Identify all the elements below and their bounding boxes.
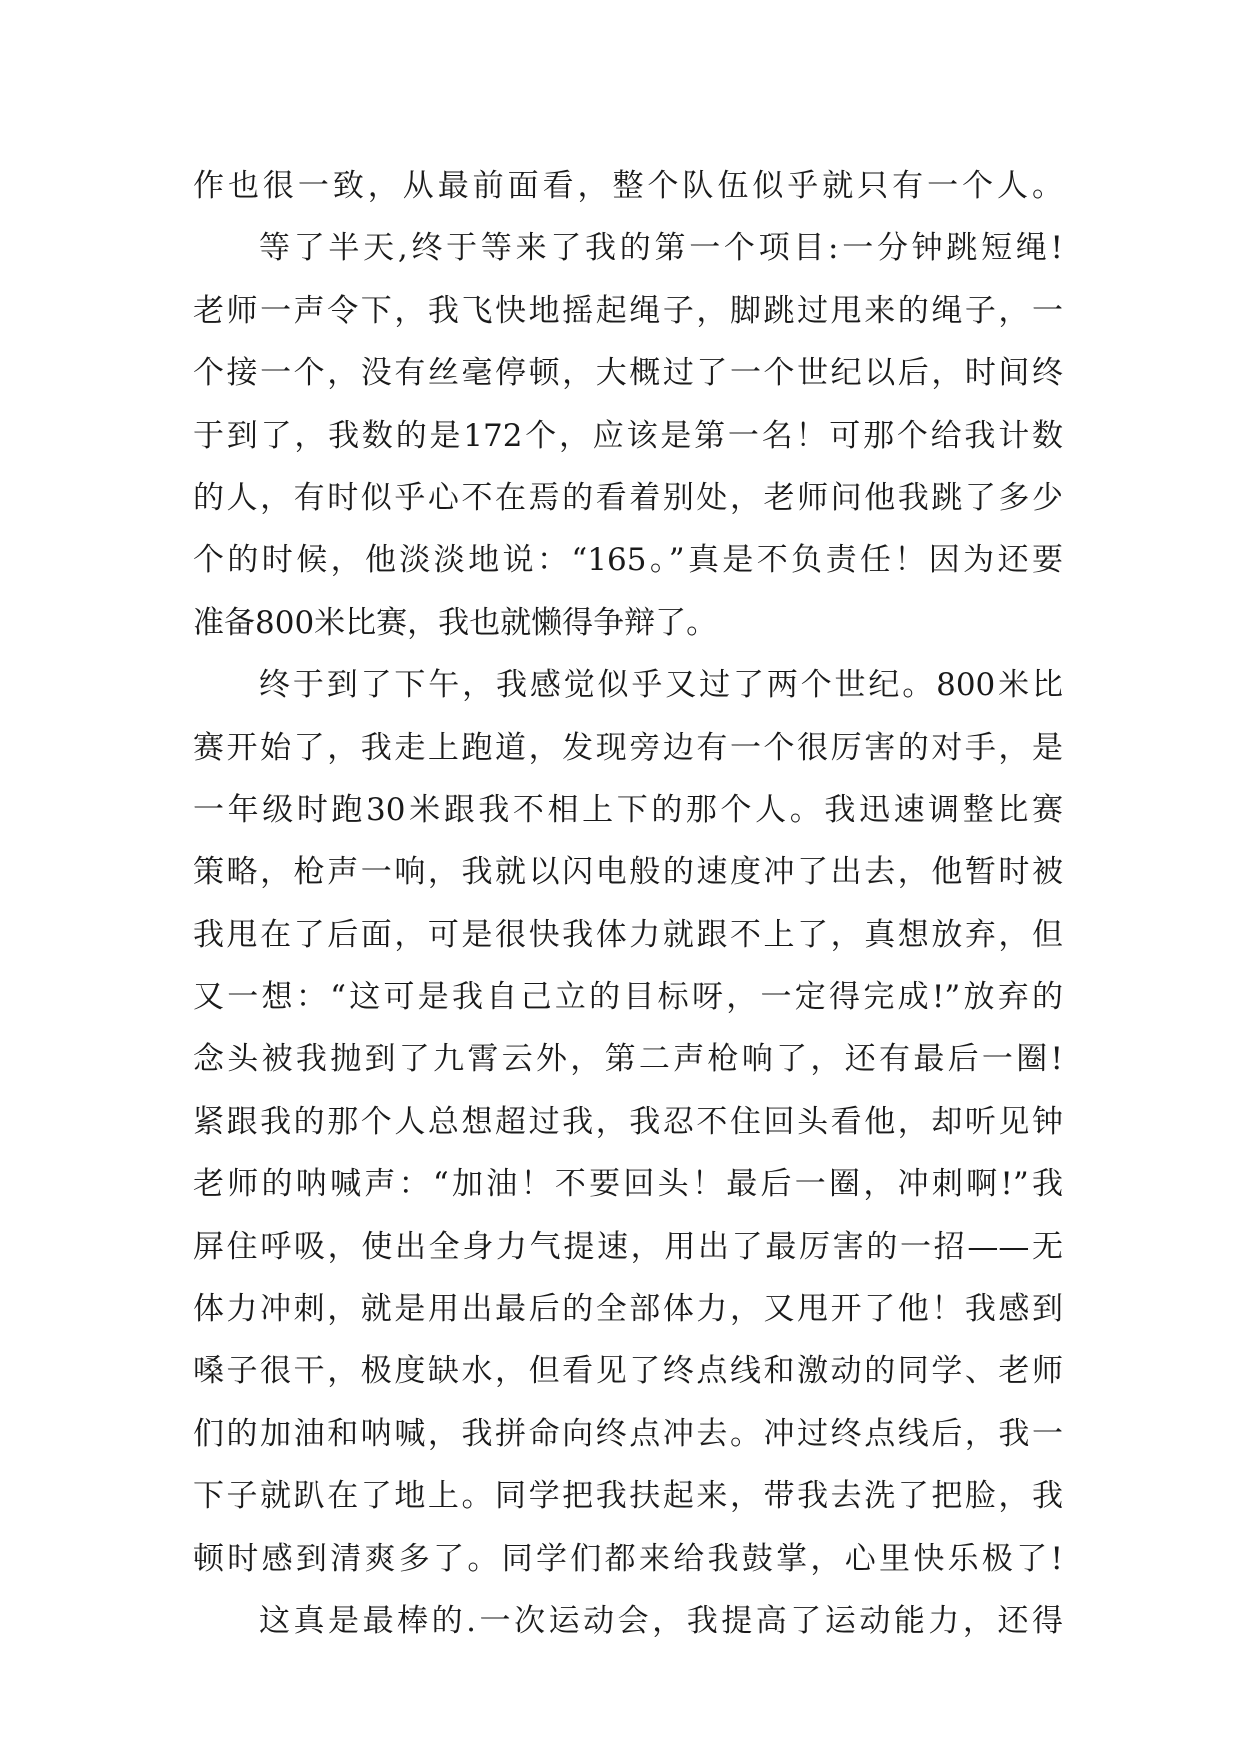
paragraph-start-line: 终于到了下午，我感觉似乎又过了两个世纪。800米比 [259,667,1063,704]
text-line: 又一想：“这可是我自己立的目标呀，一定得完成!”放弃的 [193,979,1063,1016]
paragraph-end-line: 准备800米比赛，我也就懒得争辩了。 [193,604,718,641]
text-line: 老师的呐喊声：“加油！不要回头！最后一圈，冲刺啊!”我 [193,1166,1063,1203]
text-line: 作也很一致，从最前面看，整个队伍似乎就只有一个人。 [193,168,1063,204]
essay-body [193,155,1063,1652]
text-line: 赛开始了，我走上跑道，发现旁边有一个很厉害的对手，是 [193,729,1063,766]
text-line: 顿时感到清爽多了。同学们都来给我鼓掌，心里快乐极了! [193,1540,1063,1577]
text-line: 体力冲刺，就是用出最后的全部体力，又甩开了他！我感到 [193,1291,1063,1328]
text-line: 我甩在了后面，可是很快我体力就跟不上了，真想放弃，但 [193,916,1063,953]
text-line: 个接一个，没有丝毫停顿，大概过了一个世纪以后，时间终 [193,355,1063,392]
text-line: 屏住呼吸，使出全身力气提速，用出了最厉害的一招——无 [193,1228,1063,1265]
paragraph-start-line: 这真是最棒的.一次运动会，我提高了运动能力，还得 [259,1602,1063,1639]
text-line: 念头被我抛到了九霄云外，第二声枪响了，还有最后一圈! [193,1041,1063,1078]
paragraph-start-line: 等了半天,终于等来了我的第一个项目:一分钟跳短绳! [259,230,1063,267]
text-line: 老师一声令下，我飞快地摇起绳子，脚跳过甩来的绳子，一 [193,292,1063,329]
text-line: 于到了，我数的是172个，应该是第一名！可那个给我计数 [193,417,1063,454]
text-line: 个的时候，他淡淡地说：“165。”真是不负责任！因为还要 [193,542,1063,579]
text-line: 的人，有时似乎心不在焉的看着别处，老师问他我跳了多少 [193,479,1063,516]
text-line: 们的加油和呐喊，我拼命向终点冲去。冲过终点线后，我一 [193,1415,1063,1452]
text-line: 紧跟我的那个人总想超过我，我忍不住回头看他，却听见钟 [193,1103,1063,1140]
text-line: 下子就趴在了地上。同学把我扶起来，带我去洗了把脸，我 [193,1478,1063,1515]
text-line: 嗓子很干，极度缺水，但看见了终点线和激动的同学、老师 [193,1353,1063,1390]
text-line: 策略，枪声一响，我就以闪电般的速度冲了出去，他暂时被 [193,854,1063,891]
text-line: 一年级时跑30米跟我不相上下的那个人。我迅速调整比赛 [193,791,1063,828]
